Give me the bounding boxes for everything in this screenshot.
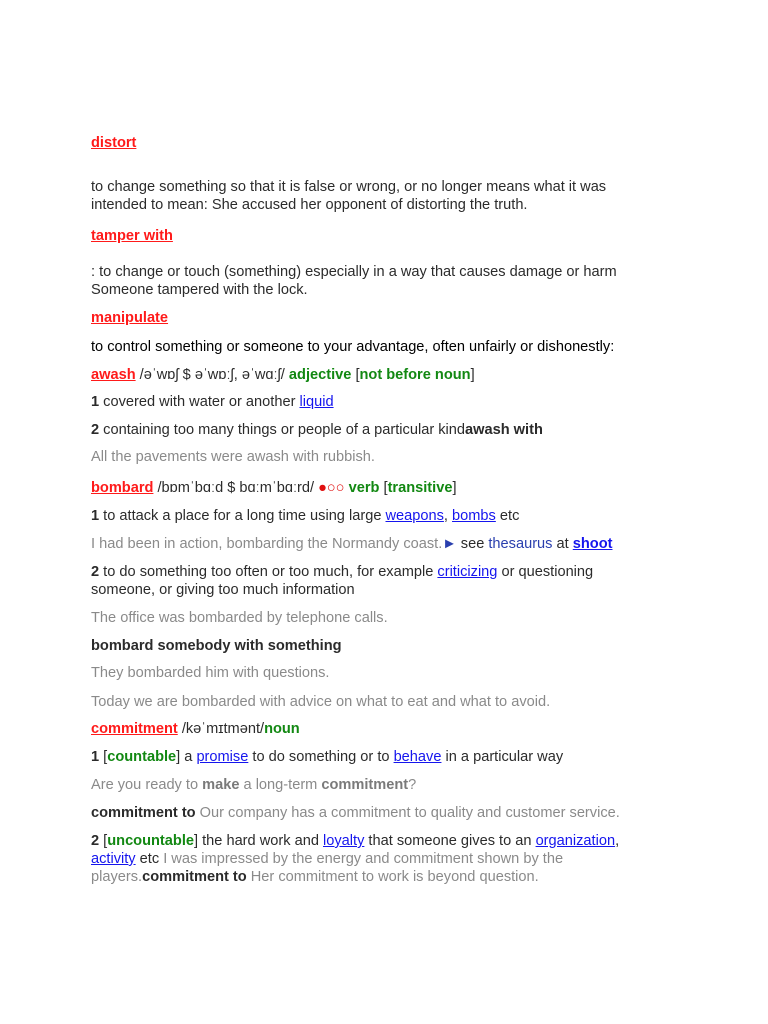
paragraph	[91, 563, 656, 599]
paragraph	[91, 309, 656, 327]
text-segment: that someone gives to an	[364, 833, 536, 849]
text-segment: containing too many things or people of a particular kind	[99, 422, 466, 438]
headword-link[interactable]: distort	[91, 135, 137, 151]
paragraph	[91, 263, 656, 299]
paragraph	[91, 748, 656, 766]
headword-link[interactable]: awash	[91, 367, 136, 383]
text-segment: ,	[443, 508, 453, 524]
text-segment: thesaurus	[488, 536, 553, 552]
text-segment: Are you ready to	[91, 777, 203, 793]
paragraph	[91, 507, 656, 525]
text-segment: I had been in action, bombarding the Normandy coast.	[91, 536, 443, 552]
text-segment: see	[456, 536, 489, 552]
text-segment: commitment to	[142, 869, 247, 885]
text-segment: adjective	[288, 367, 352, 383]
paragraph	[91, 178, 656, 214]
text-segment: in a particular way	[441, 749, 564, 765]
headword-link[interactable]: commitment	[91, 721, 178, 737]
text-segment: ]	[452, 480, 457, 496]
text-segment: ] the hard work and	[194, 833, 323, 849]
text-segment: to do something or to	[248, 749, 394, 765]
paragraph	[91, 421, 656, 439]
text-segment: ?	[408, 777, 417, 793]
text-segment: covered with water or another	[99, 394, 300, 410]
text-segment: at	[552, 536, 573, 552]
paragraph	[91, 448, 656, 466]
text-segment: They bombarded him with questions.	[91, 665, 330, 681]
text-segment: I was impressed by the energy and commitment shown by the players.	[91, 851, 564, 885]
paragraph	[91, 366, 656, 384]
paragraph	[91, 804, 656, 822]
paragraph	[91, 609, 656, 627]
word-link[interactable]: weapons	[385, 508, 444, 524]
paragraph	[91, 393, 656, 411]
text-segment: /kəˈmɪtmənt/	[177, 721, 265, 737]
text-segment: [	[99, 749, 108, 765]
paragraph	[91, 535, 656, 553]
text-segment: not before noun	[359, 367, 471, 383]
paragraph	[91, 776, 656, 794]
word-link[interactable]: activity	[91, 851, 136, 867]
text-segment: ]	[470, 367, 475, 383]
text-segment: ►	[442, 536, 457, 552]
text-segment: : to change or touch (something) especially in a way that causes damage or harm Someone tampered with the lock.	[91, 264, 617, 298]
text-segment: make	[202, 777, 240, 793]
text-segment: etc	[495, 508, 520, 524]
text-segment: to change something so that it is false or wrong, or no longer means what it was intended to mean: She accused her opponent of distorting the truth.	[91, 179, 607, 213]
paragraph	[91, 338, 656, 356]
text-segment: [	[351, 367, 360, 383]
text-segment: to do something too often or too much, for example	[99, 564, 438, 580]
text-segment: or questioning someone, or giving too much information	[91, 564, 594, 598]
text-segment: 1	[91, 508, 100, 524]
text-segment: ] a	[176, 749, 197, 765]
text-segment: to attack a place for a long time using large	[99, 508, 386, 524]
text-segment: [	[379, 480, 388, 496]
text-segment: 2	[91, 833, 100, 849]
text-segment: 1	[91, 394, 100, 410]
text-segment: Today we are bombarded with advice on what to eat and what to avoid.	[91, 694, 551, 710]
word-link[interactable]: loyalty	[323, 833, 365, 849]
paragraph	[91, 693, 656, 711]
paragraph	[91, 227, 656, 245]
paragraph	[91, 720, 656, 738]
text-segment: All the pavements were awash with rubbish.	[91, 449, 375, 465]
paragraph	[91, 664, 656, 682]
word-link[interactable]: organization	[535, 833, 616, 849]
word-link[interactable]: shoot	[572, 536, 613, 552]
text-segment: /əˈwɒʃ $ əˈwɒːʃ, əˈwɑːʃ/	[135, 367, 289, 383]
text-segment: noun	[264, 721, 300, 737]
text-segment: The office was bombarded by telephone calls.	[91, 610, 388, 626]
text-segment: bombard somebody with something	[91, 638, 342, 654]
paragraph	[91, 134, 656, 152]
text-segment: commitment to	[91, 805, 196, 821]
word-link[interactable]: promise	[196, 749, 249, 765]
text-segment: transitive	[387, 480, 453, 496]
text-segment: [	[99, 833, 108, 849]
word-link[interactable]: criticizing	[437, 564, 498, 580]
word-link[interactable]: liquid	[299, 394, 334, 410]
paragraph	[91, 637, 656, 655]
text-segment: commitment	[321, 777, 409, 793]
headword-link[interactable]: tamper with	[91, 228, 173, 244]
text-segment: /bɒmˈbɑːd $ bɑːmˈbɑːrd/	[153, 480, 319, 496]
text-segment: a long-term	[239, 777, 322, 793]
word-link[interactable]: bombs	[452, 508, 496, 524]
text-segment: awash with	[465, 422, 543, 438]
text-segment: to control something or someone to your advantage, often unfairly or dishonestly:	[91, 339, 615, 355]
text-segment: ●○○	[318, 480, 345, 496]
paragraph	[91, 832, 656, 886]
text-segment: 2	[91, 422, 100, 438]
text-segment: Our company has a commitment to quality and customer service.	[195, 805, 620, 821]
text-segment: Her commitment to work is beyond question.	[246, 869, 539, 885]
text-segment: uncountable	[107, 833, 194, 849]
text-segment: verb	[348, 480, 380, 496]
text-segment: 2	[91, 564, 100, 580]
text-segment: countable	[107, 749, 177, 765]
headword-link[interactable]: bombard	[91, 480, 154, 496]
text-segment: 1	[91, 749, 100, 765]
paragraph	[91, 479, 656, 497]
text-segment: etc	[135, 851, 164, 867]
text-segment: ,	[615, 833, 620, 849]
word-link[interactable]: behave	[393, 749, 442, 765]
headword-link[interactable]: manipulate	[91, 310, 169, 326]
